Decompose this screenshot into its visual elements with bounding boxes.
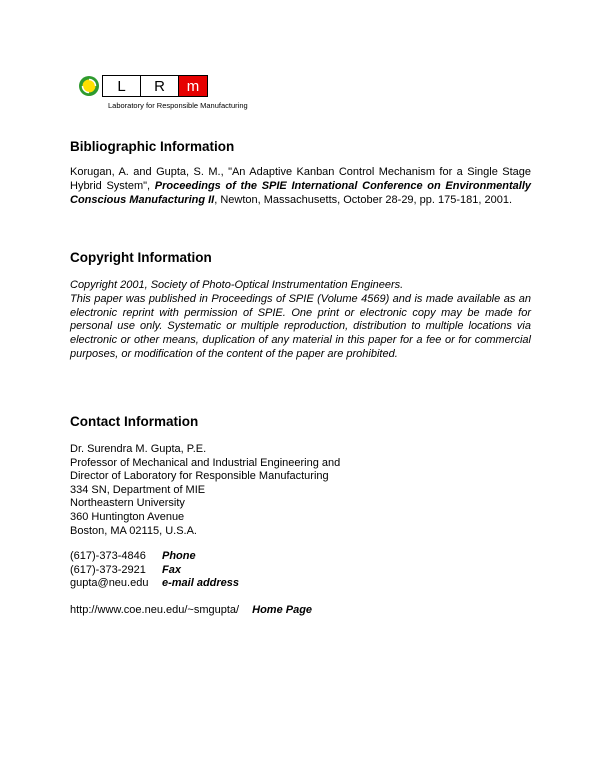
- logo-letter-r: R: [140, 75, 178, 97]
- contact-university: Northeastern University: [70, 497, 185, 510]
- logo-tagline: Laboratory for Responsible Manufacturing: [108, 101, 248, 110]
- bibliographic-citation: [70, 166, 531, 207]
- contact-city: Boston, MA 02115, U.S.A.: [70, 524, 197, 537]
- contact-title: Professor of Mechanical and Industrial Engineering and: [70, 456, 341, 469]
- homepage-row: [70, 604, 312, 618]
- copyright-notice: [70, 279, 531, 362]
- contact-heading: Contact Information: [70, 414, 199, 429]
- logo-letter-m: m: [178, 75, 208, 97]
- logo-letter-boxes: [102, 75, 208, 97]
- contact-address: [70, 443, 340, 538]
- fax-label: Fax: [162, 563, 181, 576]
- contact-director: Director of Laboratory for Responsible Manufacturing: [70, 470, 329, 483]
- email-label: e-mail address: [162, 577, 240, 590]
- fax-row: [70, 564, 239, 578]
- phone-label: Phone: [162, 550, 196, 562]
- contact-name: Dr. Surendra M. Gupta, P.E.: [70, 443, 207, 455]
- bibliographic-heading: Bibliographic Information: [70, 139, 235, 154]
- recycle-icon: [78, 75, 100, 97]
- phone-number: (617)-373-4846: [70, 550, 146, 562]
- logo-letter-l: L: [102, 75, 140, 97]
- contact-office: 334 SN, Department of MIE: [70, 483, 206, 496]
- email-row: [70, 577, 239, 591]
- email-link[interactable]: gupta@neu.edu: [70, 577, 149, 590]
- copyright-line: Copyright 2001, Society of Photo-Optical Instrumentation Engineers.: [70, 279, 404, 291]
- homepage-label: Home Page: [252, 604, 313, 616]
- copyright-body: This paper was published in Proceedings of SPIE (Volume 4569) and is made available as an electronic reprint with permission of SPIE. One print or electronic copy may be made for personal use only. Systematic or multiple reproduction, distribution to multiple locations via electronic or other means, duplication of any material in this paper for a fee or for commercial purposes, or modification of the content of the paper are prohibited.: [70, 292, 531, 360]
- contact-communication: [70, 550, 239, 591]
- citation-suffix: , Newton, Massachusetts, October 28-29, pp. 175-181, 2001.: [214, 193, 513, 206]
- citation-prefix: Korugan, A. and Gupta, S. M., "An Adaptive Kanban Control Mechanism for a Single Stage Hybrid System",: [70, 166, 531, 192]
- phone-row: [70, 550, 239, 564]
- contact-street: 360 Huntington Avenue: [70, 510, 185, 523]
- fax-number: (617)-373-2921: [70, 563, 146, 576]
- copyright-heading: Copyright Information: [70, 250, 212, 265]
- citation-proceedings: Proceedings of the SPIE International Conference on Environmentally Conscious Manufacturing II: [70, 179, 531, 206]
- homepage-link[interactable]: http://www.coe.neu.edu/~smgupta/: [70, 604, 240, 616]
